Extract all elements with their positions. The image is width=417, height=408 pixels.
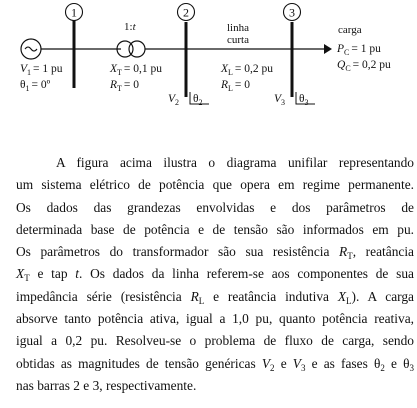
paragraph-line-5: Os parâmetros do transformador são sua resistência $R_T$, reatância xyxy=(16,244,414,262)
line-title-2: curta xyxy=(227,34,249,46)
paragraph-line-2: um sistema elétrico de potência que opera em regime permanente. xyxy=(16,177,414,193)
transformer-ratio: 1:t xyxy=(124,21,136,33)
load-q: $Q_C = 0,2$ pu xyxy=(337,59,391,73)
bus-3-angle-box xyxy=(296,92,315,107)
gen-voltage: $V_1 = 1$ pu xyxy=(20,63,63,77)
paragraph-line-7: impedância série (resistência $R_L$ e reatância indutiva $X_L$). A carga xyxy=(16,288,414,306)
transformer-symbol xyxy=(117,41,145,57)
line-reactance: $X_L = 0,2$ pu xyxy=(221,63,274,77)
line-resistance: $R_L = 0$ xyxy=(221,79,251,93)
bus-2-voltage: $V_2$ xyxy=(168,93,180,107)
paragraph-line-6: $X_T$ e tap t. Os dados da linha referem-se aos componentes de sua xyxy=(16,266,414,284)
transformer-resistance: $R_T = 0$ xyxy=(110,79,140,93)
bus-1-label: 1 xyxy=(71,5,77,20)
load-p: $P_C = 1$ pu xyxy=(337,43,381,57)
bus-2-angle-box xyxy=(190,92,209,107)
single-line-diagram xyxy=(0,0,417,140)
load-arrow-icon xyxy=(324,44,332,54)
transformer-reactance: $X_T = 0,1$ pu xyxy=(110,63,163,77)
paragraph-line-1: A figura acima ilustra o diagrama unifilar representando xyxy=(56,155,414,170)
paragraph-line-4: determinada base de potência e de tensão são informados em pu. xyxy=(16,221,414,237)
bus-3-voltage: $V_3$ xyxy=(274,93,286,107)
load-title: carga xyxy=(338,24,362,36)
paragraph-line-11: nas barras 2 e 3, respectivamente. xyxy=(16,377,197,393)
paragraph-line-9: igual a 0,2 pu. Resolveu-se o problema de fluxo de carga, sendo xyxy=(16,333,414,349)
paragraph-line-8: absorve tanto potência ativa, igual a 1,0 pu, quanto potência reativa, xyxy=(16,311,414,327)
generator-symbol xyxy=(21,39,41,59)
svg-text:θ3: $\theta_3$ xyxy=(299,93,309,107)
paragraph-line-10: obtidas as magnitudes de tensão genéricas $V_2$ e $V_3$ e as fases $\theta_2$ e $\theta_3$ xyxy=(16,355,415,373)
bus-3-label: 3 xyxy=(289,5,295,20)
question-paragraph xyxy=(16,152,414,397)
bus-2-label: 2 xyxy=(183,5,189,20)
paragraph-line-3: Os dados das grandezas envolvidas e dos parâmetros de xyxy=(16,199,414,215)
gen-angle: $\theta_1$ = 0º xyxy=(20,79,51,93)
line-title-1: linha xyxy=(227,22,249,34)
svg-text:θ2: $\theta_2$ xyxy=(193,93,203,107)
